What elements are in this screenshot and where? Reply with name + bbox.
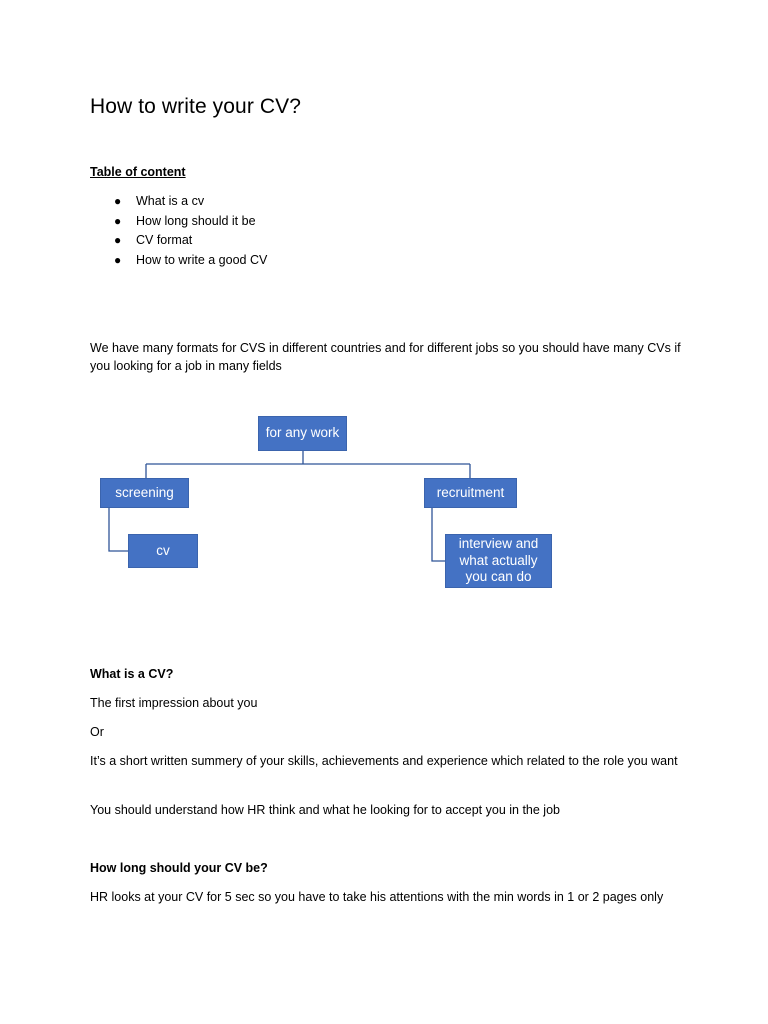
section-heading-what-is-cv: What is a CV? [90,667,174,681]
diagram-node-screening: screening [100,478,189,508]
connector-line [109,508,128,551]
bullet-icon: ● [114,252,122,267]
bullet-icon: ● [114,233,122,247]
toc-item: ● How to write a good CV [90,251,267,271]
toc-heading: Table of content [90,165,186,179]
intro-paragraph: We have many formats for CVS in different countries and for different jobs so you should have many CVs if you looking for a job in many fields [90,341,681,373]
document-title: How to write your CV? [90,95,302,118]
diagram-node-root: for any work [258,416,347,451]
diagram-node-cv: cv [128,534,198,568]
section-heading-cv-length: How long should your CV be? [90,861,268,875]
diagram-node-interview: interview and what actually you can do [445,534,552,588]
paragraph: Or [90,725,104,739]
paragraph: The first impression about you [90,696,258,710]
paragraph: It’s a short written summery of your skills, achievements and experience which related to the role you want [90,754,678,768]
connector-line [432,508,445,561]
paragraph: You should understand how HR think and what he looking for to accept you in the job [90,803,560,817]
toc-item: ● What is a cv [90,192,267,212]
toc-item: ● How long should it be [90,212,267,232]
diagram-node-recruitment: recruitment [424,478,517,508]
toc-item: ● CV format [90,231,267,251]
paragraph: HR looks at your CV for 5 sec so you have to take his attentions with the min words in 1 or 2 pages only [90,890,664,904]
bullet-icon: ● [114,194,122,208]
bullet-icon: ● [114,213,122,228]
